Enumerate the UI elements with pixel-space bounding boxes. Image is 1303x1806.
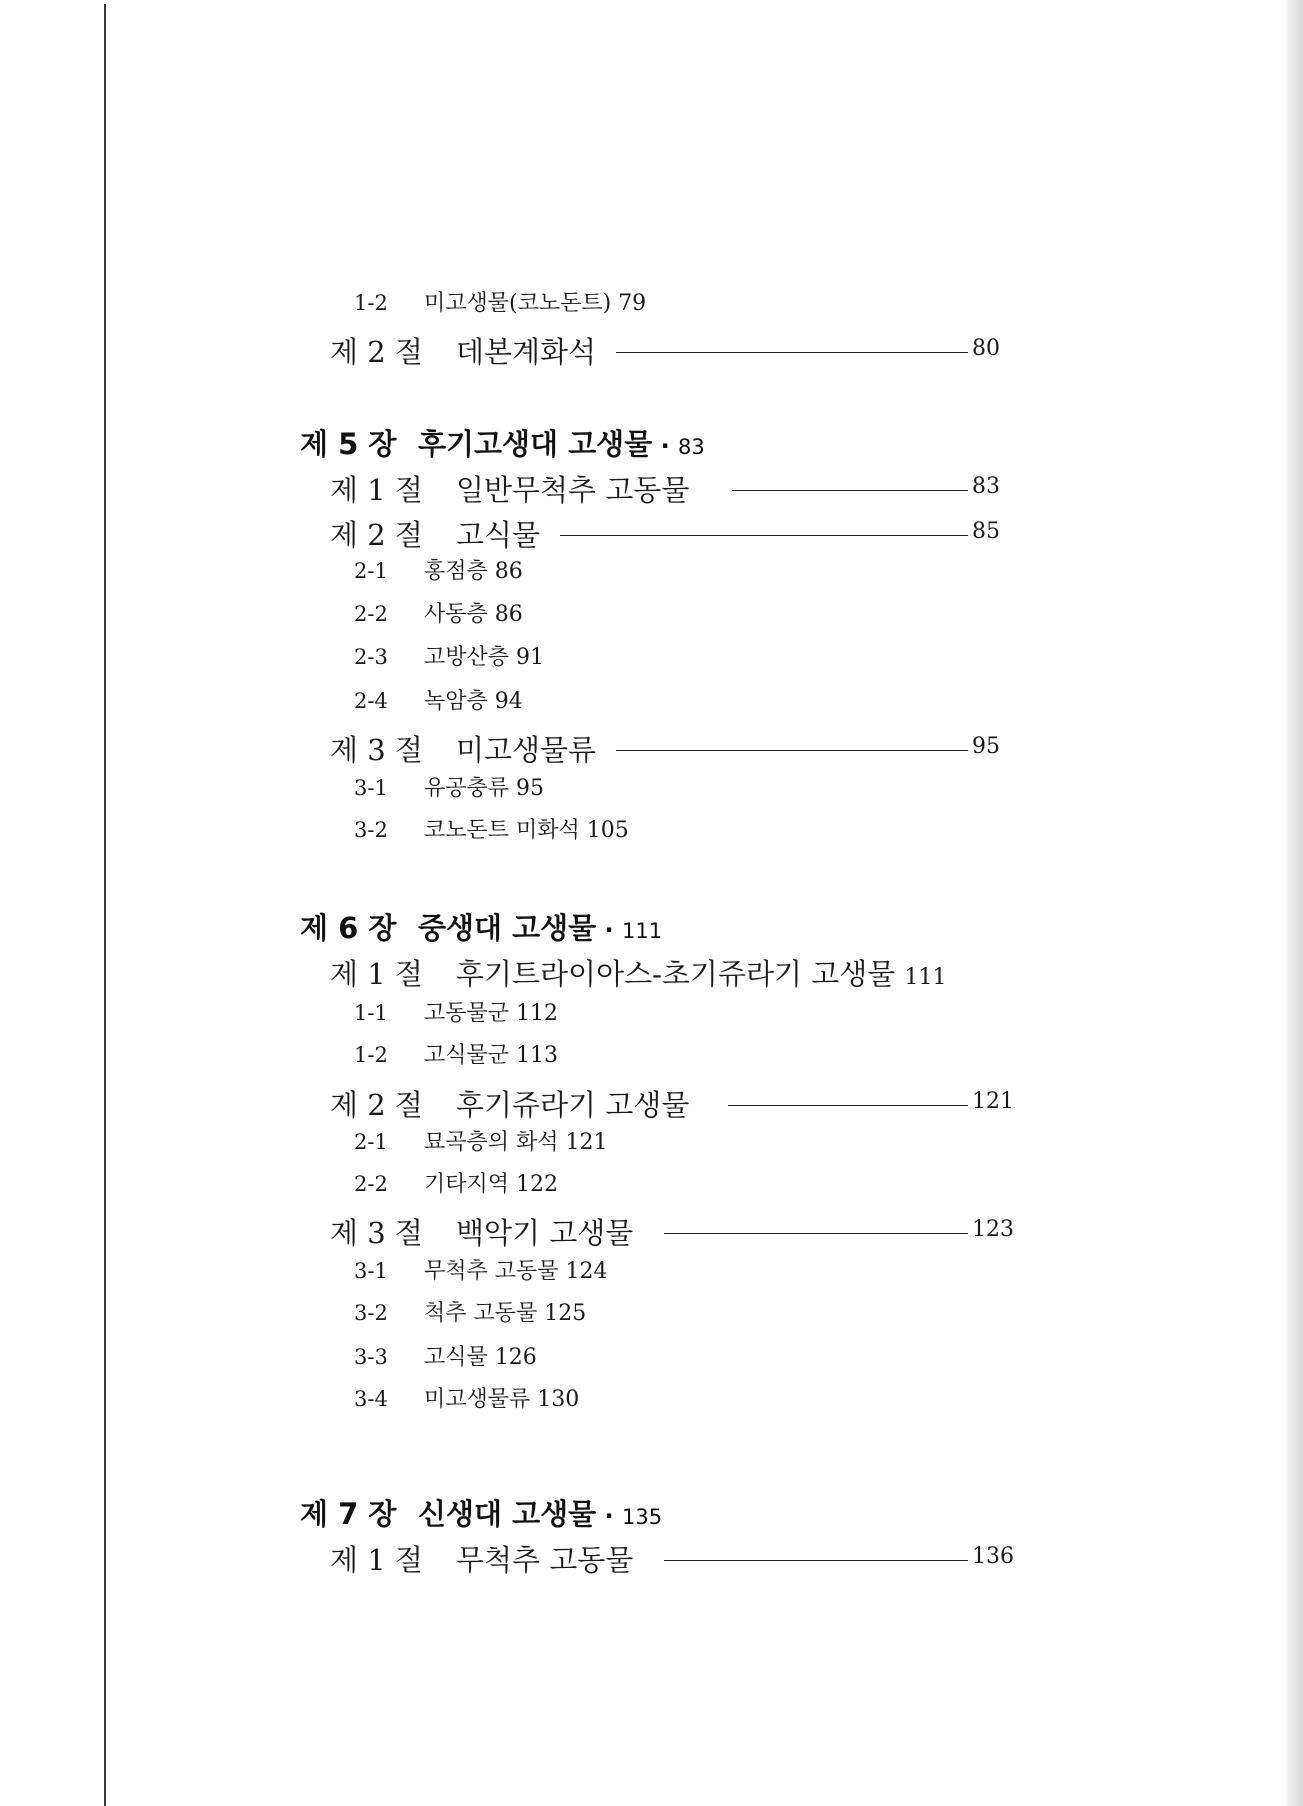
- entry-title: 일반무척추 고동물: [456, 473, 690, 507]
- page-number: 105: [586, 818, 629, 843]
- entry-number: 3-1: [354, 776, 388, 800]
- separator: [559, 1130, 566, 1155]
- dot-leader: [664, 1560, 968, 1561]
- entry-title: 코노돈트 미화석: [424, 818, 580, 843]
- page-number: 136: [972, 1544, 1014, 1569]
- section-entry: [330, 468, 689, 509]
- entry-number: 제 6 장: [300, 911, 397, 945]
- dot-leader: [732, 490, 968, 491]
- entry-title: 무척추 고동물: [424, 1259, 559, 1284]
- subsection-entry: [354, 684, 523, 715]
- page-number: 121: [972, 1089, 1014, 1114]
- subsection-entry: [354, 1167, 558, 1198]
- entry-title: 기타지역: [424, 1172, 510, 1197]
- page-number: 94: [494, 689, 523, 714]
- entry-number: 1-2: [354, 1043, 388, 1067]
- page-number: 86: [494, 602, 523, 627]
- entry-title: 미고생물(코노돈트): [424, 291, 612, 316]
- page-number: 122: [516, 1172, 559, 1197]
- separator: [509, 645, 516, 670]
- entry-number: 제 1 절: [330, 1543, 423, 1577]
- entry-title: 미고생물류: [456, 733, 597, 767]
- entry-title: 신생대 고생물: [418, 1497, 597, 1531]
- subsection-entry: [354, 1125, 608, 1156]
- section-entry: [330, 728, 596, 769]
- page-number: 86: [494, 559, 523, 584]
- entry-number: 1-2: [354, 291, 388, 315]
- entry-number: 제 2 절: [330, 335, 423, 369]
- separator: [509, 776, 516, 801]
- subsection-entry: [354, 1254, 608, 1285]
- left-margin: [0, 0, 104, 1806]
- separator: [509, 1043, 516, 1068]
- dot-leader: [664, 1233, 968, 1234]
- page-number: 112: [516, 1001, 559, 1026]
- separator: ·: [596, 916, 623, 944]
- subsection-entry: [354, 1038, 558, 1069]
- section-entry: [330, 330, 596, 371]
- separator: ·: [596, 1502, 623, 1530]
- entry-title: 고식물: [456, 518, 541, 552]
- entry-number: 3-4: [354, 1387, 388, 1411]
- entry-title: 척추 고동물: [424, 1301, 538, 1326]
- entry-title: 유공충류: [424, 776, 510, 801]
- dot-leader: [616, 352, 968, 353]
- table-of-contents: [106, 4, 1289, 1806]
- entry-number: 3-3: [354, 1345, 388, 1369]
- entry-title: 묘곡층의 화석: [424, 1130, 559, 1155]
- entry-number: 제 3 절: [330, 733, 423, 767]
- page-number: 85: [972, 519, 1000, 544]
- entry-title: 녹암층: [424, 689, 488, 714]
- chapter-heading: [300, 1492, 662, 1533]
- entry-number: 2-1: [354, 559, 388, 583]
- separator: [509, 1001, 516, 1026]
- entry-title: 고방산층: [424, 645, 510, 670]
- page-number: 135: [622, 1505, 663, 1529]
- page-number: 83: [972, 474, 1000, 499]
- entry-number: 제 2 절: [330, 1088, 423, 1122]
- separator: [509, 1172, 516, 1197]
- section-entry: [330, 952, 946, 993]
- section-entry: [330, 1211, 633, 1252]
- entry-number: 제 3 절: [330, 1216, 423, 1250]
- dot-leader: [728, 1105, 968, 1106]
- book-page: [104, 4, 1289, 1806]
- entry-title: 홍점층: [424, 559, 488, 584]
- page-number: 123: [972, 1217, 1014, 1242]
- entry-number: 2-3: [354, 645, 388, 669]
- separator: [488, 1345, 495, 1370]
- entry-title: 미고생물류: [424, 1387, 531, 1412]
- entry-title: 후기고생대 고생물: [418, 427, 653, 461]
- entry-number: 2-2: [354, 1172, 388, 1196]
- page-number: 79: [618, 291, 647, 316]
- dot-leader: [560, 535, 968, 536]
- entry-title: 중생대 고생물: [418, 911, 597, 945]
- subsection-entry: [354, 813, 629, 844]
- section-entry: [330, 513, 540, 554]
- page-number: 111: [622, 919, 663, 943]
- entry-title: 후기쥬라기 고생물: [456, 1088, 690, 1122]
- subsection-entry: [354, 640, 544, 671]
- entry-number: 제 1 절: [330, 473, 423, 507]
- entry-number: 제 7 장: [300, 1497, 397, 1531]
- page-number: 91: [516, 645, 545, 670]
- entry-title: 후기트라이아스-초기쥬라기 고생물: [456, 957, 896, 991]
- separator: [488, 689, 495, 714]
- entry-title: 고식물군: [424, 1043, 510, 1068]
- entry-number: 3-2: [354, 1301, 388, 1325]
- separator: [488, 559, 495, 584]
- entry-number: 제 5 장: [300, 427, 397, 461]
- page-number: 80: [972, 336, 1000, 361]
- page-number: 83: [678, 435, 705, 459]
- section-entry: [330, 1538, 633, 1579]
- subsection-entry: [354, 597, 523, 628]
- separator: [580, 818, 587, 843]
- page-number: 113: [516, 1043, 559, 1068]
- separator: [488, 602, 495, 627]
- subsection-entry: [354, 1340, 537, 1371]
- entry-number: 1-1: [354, 1001, 388, 1025]
- chapter-heading: [300, 906, 662, 947]
- entry-number: 3-1: [354, 1259, 388, 1283]
- subsection-entry: [354, 996, 558, 1027]
- subsection-entry: [354, 1296, 586, 1327]
- entry-title: 무척추 고동물: [456, 1543, 634, 1577]
- entry-title: 고식물: [424, 1345, 488, 1370]
- page-number: 95: [516, 776, 545, 801]
- separator: ·: [652, 432, 679, 460]
- page-number: 130: [537, 1387, 580, 1412]
- page-number: 125: [544, 1301, 587, 1326]
- subsection-entry: [354, 1382, 579, 1413]
- page-number: 126: [494, 1345, 537, 1370]
- page-number: 111: [904, 965, 947, 990]
- page-number: 124: [565, 1259, 608, 1284]
- page-edge-shadow: [1287, 0, 1303, 1806]
- entry-number: 2-4: [354, 689, 388, 713]
- chapter-heading: [300, 422, 705, 463]
- dot-leader: [616, 750, 968, 751]
- separator: [559, 1259, 566, 1284]
- entry-number: 2-1: [354, 1130, 388, 1154]
- section-entry: [330, 1083, 689, 1124]
- subsection-entry: [354, 286, 646, 317]
- entry-title: 사동층: [424, 602, 488, 627]
- entry-title: 백악기 고생물: [456, 1216, 634, 1250]
- page-number: 121: [565, 1130, 608, 1155]
- subsection-entry: [354, 554, 523, 585]
- entry-number: 제 1 절: [330, 957, 423, 991]
- entry-title: 고동물군: [424, 1001, 510, 1026]
- page-number: 95: [972, 734, 1000, 759]
- entry-number: 제 2 절: [330, 518, 423, 552]
- entry-number: 2-2: [354, 602, 388, 626]
- entry-number: 3-2: [354, 818, 388, 842]
- entry-title: 데본계화석: [456, 335, 597, 369]
- subsection-entry: [354, 771, 544, 802]
